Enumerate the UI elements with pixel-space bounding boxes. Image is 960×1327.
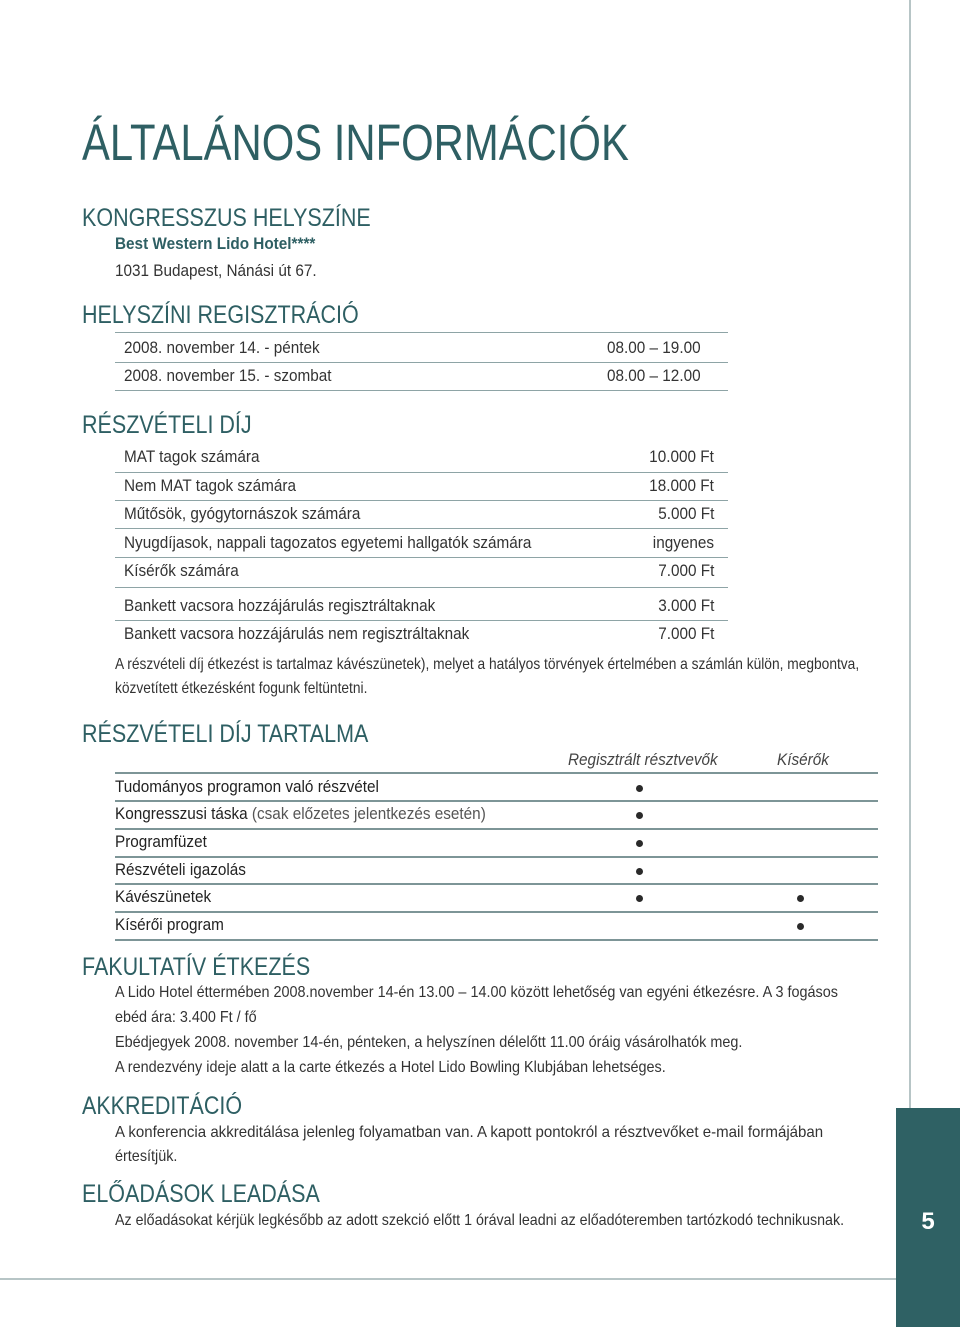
contents-row-label: Kísérői program (115, 915, 224, 934)
registration-date: 2008. november 14. - péntek (124, 338, 320, 357)
divider (115, 362, 728, 363)
col-companions-header: Kísérők (777, 750, 829, 769)
fee-label: MAT tagok számára (124, 447, 260, 466)
divider (115, 472, 728, 473)
meals-text: ebéd ára: 3.400 Ft / fő (115, 1009, 257, 1026)
venue-hotel: Best Western Lido Hotel**** (115, 234, 316, 253)
divider (115, 332, 728, 333)
registered-dot (636, 785, 643, 792)
registration-time: 08.00 – 19.00 (607, 338, 701, 357)
col-registered-header: Regisztrált résztvevők (568, 750, 718, 769)
divider (115, 620, 728, 621)
divider (115, 500, 728, 501)
fee-value: 18.000 Ft (649, 476, 714, 495)
registration-time: 08.00 – 12.00 (607, 366, 701, 385)
accreditation-heading: AKKREDITÁCIÓ (82, 1092, 243, 1120)
registered-dot (636, 895, 643, 902)
registration-heading: HELYSZÍNI REGISZTRÁCIÓ (82, 301, 359, 329)
talks-text: Az előadásokat kérjük legkésőbb az adott szekció előtt 1 órával leadni az előadóteremben tartózkodó technikusnak. (115, 1212, 845, 1229)
fee-label: Nem MAT tagok számára (124, 476, 297, 495)
divider (115, 587, 728, 588)
page-title: ÁLTALÁNOS INFORMÁCIÓK (82, 114, 629, 171)
companions-dot (797, 895, 804, 902)
divider (115, 557, 728, 558)
accreditation-text: A konferencia akkreditálása jelenleg folyamatban van. A kapott pontokról a résztvevőket e-mail formájában (115, 1124, 824, 1141)
divider (115, 911, 878, 913)
page-number: 5 (921, 1208, 935, 1235)
divider (115, 856, 878, 858)
registered-dot (636, 812, 643, 819)
divider (115, 800, 878, 802)
fee-value: 7.000 Ft (657, 624, 714, 643)
contents-row-label: Tudományos programon való részvétel (115, 777, 379, 796)
meals-text: Ebédjegyek 2008. november 14-én, pénteken, a helyszínen délelőtt 11.00 óráig vásárolhatók meg. (115, 1034, 743, 1051)
contents-row-label: Programfüzet (115, 832, 207, 851)
divider (115, 390, 728, 391)
meals-text: A rendezvény ideje alatt a la carte étkezés a Hotel Lido Bowling Klubjában lehetséges. (115, 1059, 666, 1076)
accreditation-text: értesítjük. (115, 1148, 178, 1165)
talks-heading: ELŐADÁSOK LEADÁSA (82, 1180, 320, 1208)
registered-dot (636, 868, 643, 875)
meals-heading: FAKULTATÍV ÉTKEZÉS (82, 953, 311, 981)
fee-value: 3.000 Ft (657, 596, 714, 615)
divider (115, 528, 728, 529)
venue-heading: KONGRESSZUS HELYSZÍNE (82, 204, 371, 232)
fee-label: Bankett vacsora hozzájárulás regisztráltaknak (124, 596, 436, 615)
registration-date: 2008. november 15. - szombat (124, 366, 332, 385)
fee-value: 5.000 Ft (657, 504, 714, 523)
fee-value: 10.000 Ft (649, 447, 714, 466)
fee-label: Nyugdíjasok, nappali tagozatos egyetemi hallgatók számára (124, 533, 532, 552)
fee-value: ingyenes (652, 533, 714, 552)
contents-row-label: Kávészünetek (115, 887, 212, 906)
page-tab (896, 1108, 960, 1327)
divider (115, 883, 878, 885)
companions-dot (797, 923, 804, 930)
divider (115, 939, 878, 941)
fee-label: Kísérők számára (124, 561, 239, 580)
fees-note: közvetített étkezésként fogunk feltüntetni. (115, 680, 368, 697)
divider (115, 828, 878, 830)
meals-text: A Lido Hotel éttermében 2008.november 14-én 13.00 – 14.00 között lehetőség van egyéni étkezésre. A 3 fogásos (115, 984, 838, 1001)
fees-heading: RÉSZVÉTELI DÍJ (82, 411, 252, 439)
divider (115, 772, 878, 774)
fee-value: 7.000 Ft (657, 561, 714, 580)
registered-dot (636, 840, 643, 847)
fee-label: Műtősök, gyógytornászok számára (124, 504, 361, 523)
contents-heading: RÉSZVÉTELI DÍJ TARTALMA (82, 720, 369, 748)
contents-row-label: Kongresszusi táska (csak előzetes jelentkezés esetén) (115, 804, 486, 823)
venue-address: 1031 Budapest, Nánási út 67. (115, 261, 317, 280)
fee-label: Bankett vacsora hozzájárulás nem regisztráltaknak (124, 624, 470, 643)
fees-note: A részvételi díj étkezést is tartalmaz kávészünetek), melyet a hatályos törvények értelmében a számlán külön, megbontva, (115, 656, 860, 673)
contents-row-label: Részvételi igazolás (115, 860, 246, 879)
